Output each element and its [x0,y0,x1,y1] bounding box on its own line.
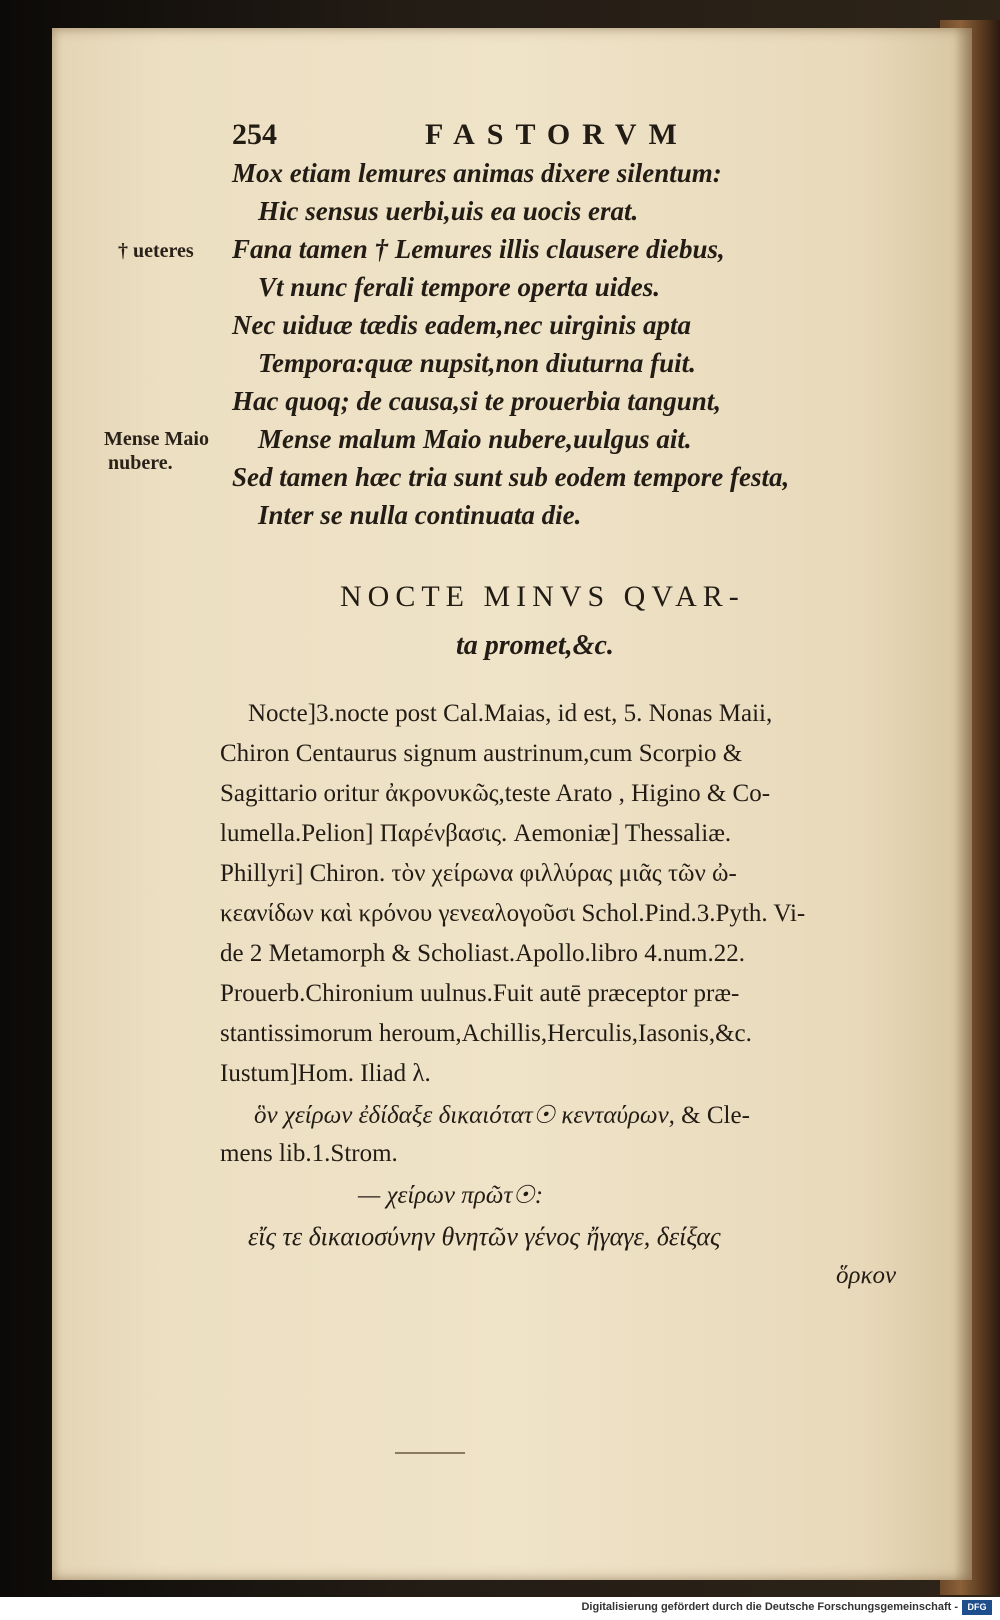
catchword: ὅρκον [836,1262,897,1289]
margin-note-mense: Mense Maio [104,428,209,450]
verse-line: Fana tamen † Lemures illis clausere diebus, [232,234,725,264]
footer-credit: Digitalisierung gefördert durch die Deutsche Forschungsgemeinschaft - [581,1601,958,1613]
page-foot-mark [395,1452,465,1454]
margin-note-veteres: † ueteres [118,240,194,262]
quote-latin-text: & Cle- [681,1102,750,1129]
quote-line [254,1100,750,1130]
commentary-line: κεανίδων καὶ κρόνου γενεαλογοῦσι Schol.Pind.3.Pyth. Vi- [220,900,806,927]
commentary-line: Phillyri] Chiron. τὸν χείρωνα φιλλύρας μιᾶς τῶν ὠ- [220,860,737,887]
section-subheading: ta promet,&c. [456,630,614,661]
commentary-line: de 2 Metamorph & Scholiast.Apollo.libro 4.num.22. [220,940,745,967]
verse-line: Hac quoq; de causa,si te prouerbia tangunt, [232,386,722,416]
verse-line: Mense malum Maio nubere,uulgus ait. [258,424,692,454]
page-number: 254 [232,118,277,151]
commentary-line: Prouerb.Chironium uulnus.Fuit autē præceptor præ- [220,980,740,1007]
quote-line: mens lib.1.Strom. [220,1140,398,1167]
commentary-line: Sagittario oritur ἀκρονυκῶς,teste Arato , Higino & Co- [220,780,771,807]
margin-note-nubere: nubere. [108,452,173,474]
running-title: FASTORVM [425,118,689,151]
quote-line: — χείρων πρῶτ☉: [358,1182,544,1209]
greek-quote-text: ὃν χείρων ἐδίδαξε δικαιότατ☉ κενταύρων, [254,1102,675,1129]
section-heading: NOCTE MINVS QVAR- [340,580,745,613]
verse-line: Vt nunc ferali tempore operta uides. [258,272,661,302]
commentary-line: stantissimorum heroum,Achillis,Herculis,Iasonis,&c. [220,1020,752,1047]
verse-line: Sed tamen hæc tria sunt sub eodem tempore festa, [232,462,790,492]
quote-line: εἴς τε δικαιοσύνην θνητῶν γένος ἤγαγε, δείξας [248,1222,721,1251]
verse-line: Nec uiduæ tædis eadem,nec uirginis apta [232,310,692,340]
verse-line: Inter se nulla continuata die. [258,500,582,530]
commentary-line: Chiron Centaurus signum austrinum,cum Scorpio & [220,740,743,767]
verse-line: Tempora:quæ nupsit,non diuturna fuit. [258,348,696,378]
commentary-line: Iustum]Hom. Iliad λ. [220,1060,431,1087]
commentary-line: Nocte]3.nocte post Cal.Maias, id est, 5. Nonas Maii, [248,700,773,727]
dfg-logo-icon: DFG [962,1600,992,1615]
verse-line: Hic sensus uerbi,uis ea uocis erat. [258,196,639,226]
commentary-line: lumella.Pelion] Παρένβασις. Aemoniæ] Thessaliæ. [220,820,732,847]
verse-line: Mox etiam lemures animas dixere silentum: [232,158,722,188]
